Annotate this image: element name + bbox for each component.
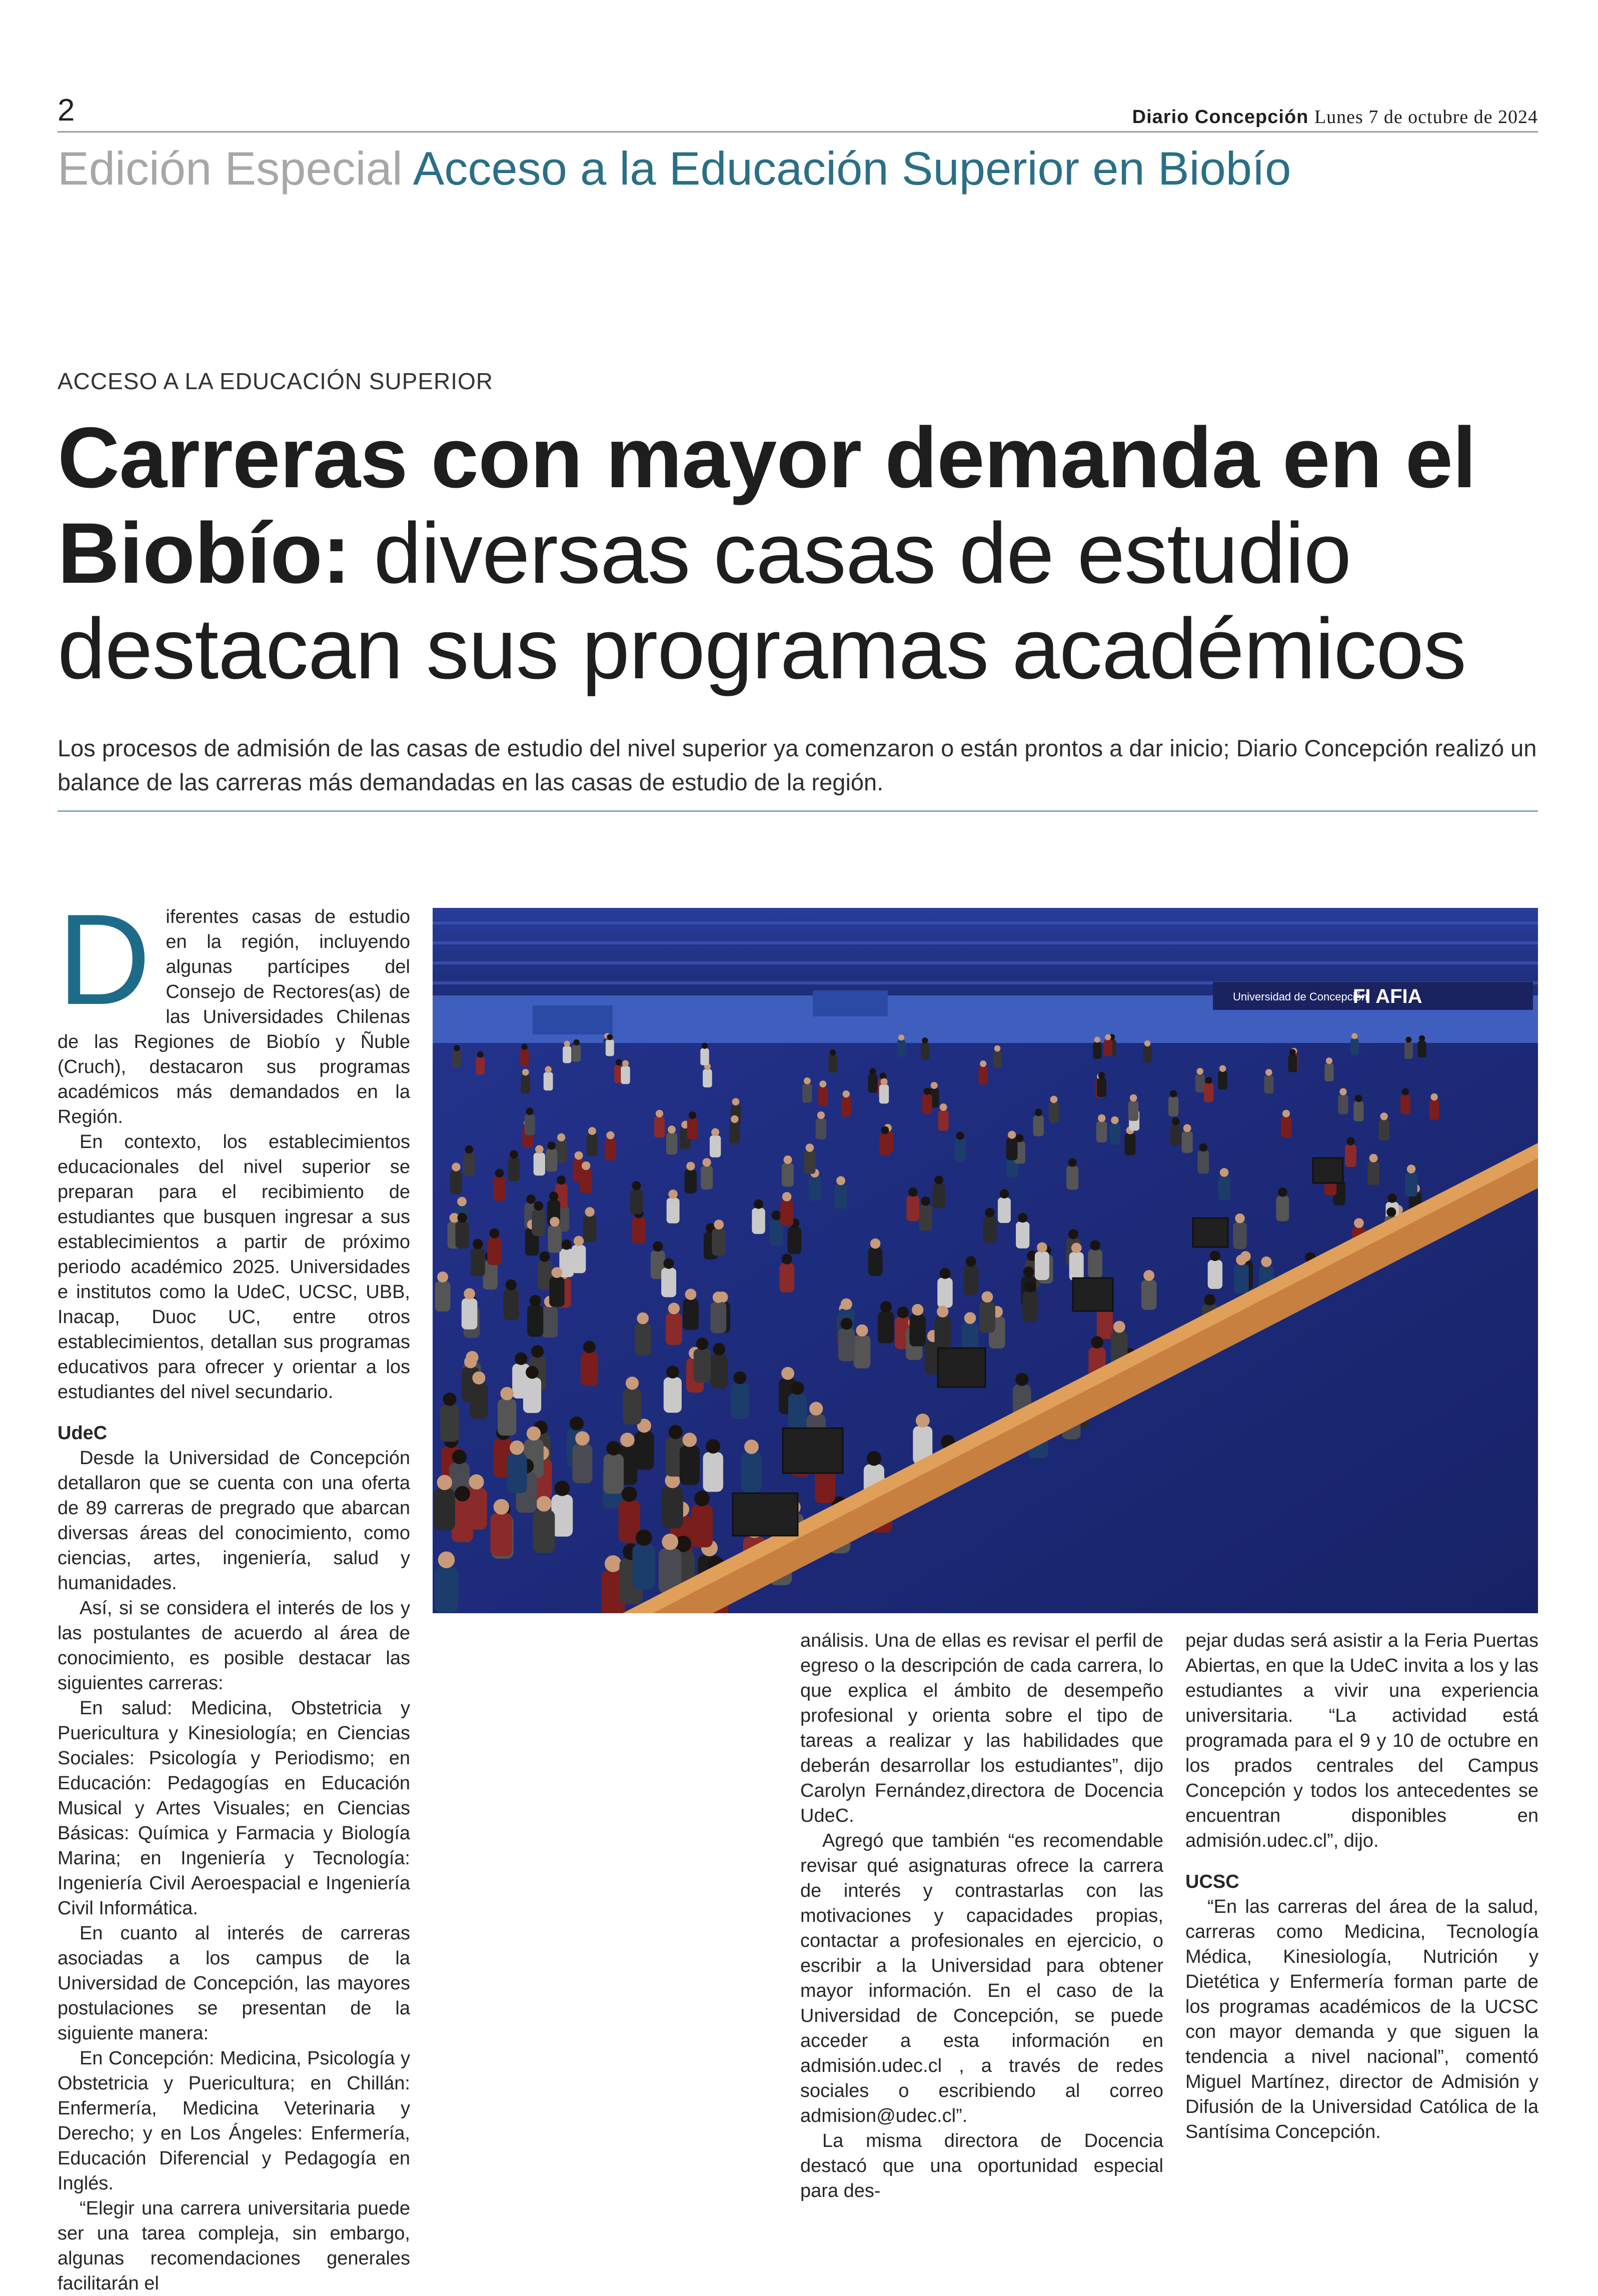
paragraph: En Concepción: Medicina, Psicología y Obstetricia y Puericultura; en Chillán: Enfermería, Medicina Veterinaria y Derecho; y en Los Ángeles: Enfermería, Educación Diferencial y Pedagogía en Inglés. — [58, 2048, 410, 2194]
paragraph: Agregó que también “es recomendable revisar qué asignaturas ofrece la carrera de interés y contrastarlas con las motivaciones y capacidades propias, contactar a profesionales en ejercicio, o escribir a la Universidad para obtener mayor información. En el caso de la Universidad de Concepción, se puede acceder a esta información en admisión.udec.cl , a través de redes sociales o escribiendo al correo admision@udec.cl”. — [800, 1830, 1163, 2126]
paragraph: “Elegir una carrera universitaria puede ser una tarea compleja, sin embargo, algunas recomendaciones generales facilitarán el — [58, 2198, 410, 2294]
paragraph: “En las carreras del área de la salud, carreras como Medicina, Tecnología Médica, Kinesiología, Nutrición y Dietética y Enfermería forman parte de los programas académicos de la UCSC con mayor demanda y que siguen la tendencia a nivel nacional”, comentó Miguel Martínez, director de Admisión y Difusión de la Universidad Católica de la Santísima Concepción. — [1185, 1896, 1538, 2142]
admission-hall-illustration — [433, 908, 1538, 1613]
paper-name: Diario Concepción — [1132, 107, 1309, 128]
article-column-3 — [1185, 1628, 1538, 2144]
paragraph: iferentes casas de estudio en la región, incluyendo algunas partícipes del Consejo de Rectores(as) de las Universidades Chilenas de las Regiones de Biobío y Ñuble (Cruch), destacaron sus programas académicos más demandados en la Región. — [58, 906, 410, 1127]
banner-logo-text: Universidad de Concepción — [1233, 990, 1368, 1003]
headline-regular: diversas casas de estudio destacan sus programas académicos — [58, 505, 1466, 697]
section-title — [58, 143, 1291, 194]
paragraph: Desde la Universidad de Concepción detallaron que se cuenta con una oferta de 89 carreras de pregrado que abarcan diversas áreas del conocimiento, como ciencias, artes, ingeniería, salud y humanidades. — [58, 1448, 410, 1594]
paragraph: En contexto, los establecimientos educacionales del nivel superior se preparan para el recibimiento de estudiantes que busquen ingresar a sus establecimientos a partir de próximo periodo académico 2025. Universidades e institutos como la UdeC, UCSC, UBB, Inacap, Duoc UC, entre otros establecimientos, detallan sus programas educativos para ofrecer y orientar a los estudiantes del nivel secundario. — [58, 1131, 410, 1403]
edition-label: Edición Especial — [58, 142, 403, 195]
header-rule — [58, 131, 1538, 133]
page-number: 2 — [58, 93, 75, 128]
article-column-1 — [58, 887, 410, 2296]
paragraph: La misma directora de Docencia destacó que una oportunidad especial para des- — [800, 2130, 1163, 2201]
article-headline — [58, 410, 1553, 697]
paragraph: Así, si se considera el interés de los y las postulantes de acuerdo al área de conocimiento, es posible destacar las siguientes carreras: — [58, 1598, 410, 1694]
article-kicker: ACCESO A LA EDUCACIÓN SUPERIOR — [58, 368, 494, 394]
publication-date: Lunes 7 de octubre de 2024 — [1314, 107, 1538, 128]
edition-topic: Acceso a la Educación Superior en Biobío — [413, 142, 1291, 195]
masthead — [1132, 106, 1538, 128]
paragraph: pejar dudas será asistir a la Feria Puertas Abiertas, en que la UdeC invita a los y las estudiantes a vivir una experiencia universitaria. “La actividad está programada para el 9 y 10 de octubre en los prados centrales del Campus Concepción y todos los antecedentes se encuentran disponibles en admisión.udec.cl”, dijo. — [1185, 1630, 1538, 1851]
article-standfirst: Los procesos de admisión de las casas de estudio del nivel superior ya comenzaron o están prontos a dar inicio; Diario Concepción realizó un balance de las carreras más demandadas en las casas de estudio de la región. — [58, 735, 1537, 796]
paragraph: análisis. Una de ellas es revisar el perfil de egreso o la descripción de cada carrera, lo que explica el ámbito de desempeño profesional y orienta sobre el tipo de tareas a realizar y las habilidades que deberán desarrollar los estudiantes”, dijo Carolyn Fernández,directora de Docencia UdeC. — [800, 1630, 1163, 1826]
headline-bold: Carreras con mayor demanda en el Biobío: — [58, 410, 1476, 601]
paragraph: En cuanto al interés de carreras asociadas a los campus de la Universidad de Concepción, las mayores postulaciones se presentan de la siguiente manera: — [58, 1923, 410, 2044]
subheading-udec: UdeC — [58, 1423, 108, 1444]
banner-text: FI AFIA — [1353, 985, 1422, 1007]
paragraph: En salud: Medicina, Obstetricia y Puericultura y Kinesiología; en Ciencias Sociales: Psicología y Periodismo; en Educación: Pedagogías en Educación Musical y Artes Visuales; en Ciencias Básicas: Química y Farmacia y Biología Marina; en Ingeniería y Tecnología: Ingeniería Civil Aeroespacial e Ingeniería Civil Informática. — [58, 1698, 410, 1919]
drop-cap: D — [58, 887, 151, 1031]
article-photo — [433, 908, 1538, 1613]
subheading-ucsc: UCSC — [1185, 1871, 1239, 1892]
article-column-2 — [800, 1628, 1163, 2203]
standfirst-rule — [58, 810, 1538, 812]
